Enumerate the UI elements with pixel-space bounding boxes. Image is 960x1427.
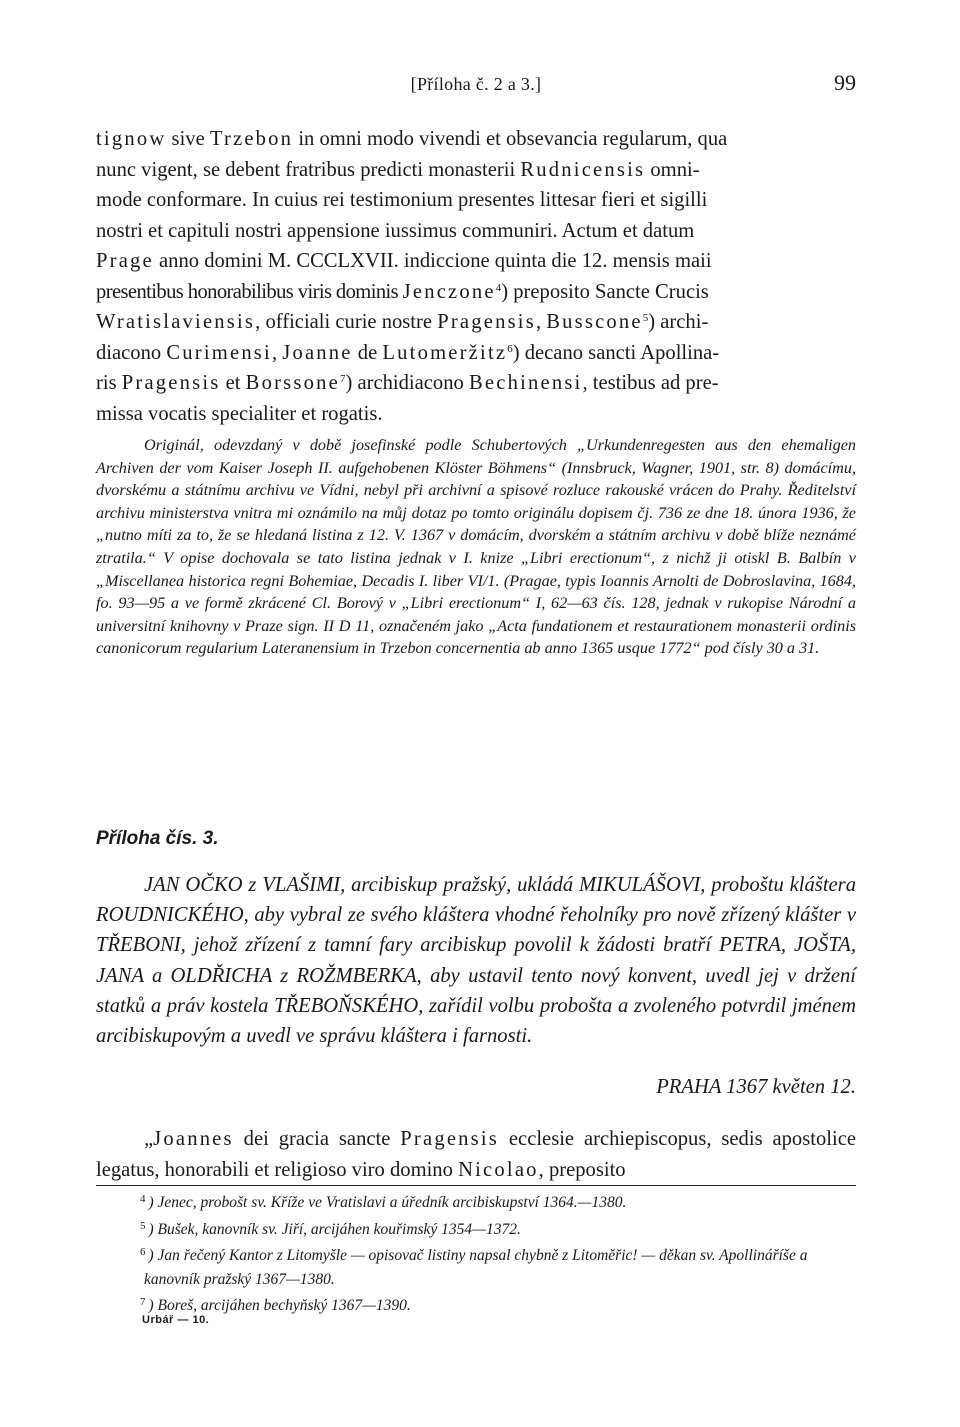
archival-note — [96, 434, 856, 660]
text-line: Wratislaviensis, officiali curie nostre Pragensis, Bussconе$^5$) archi- — [96, 311, 709, 333]
charter-text — [96, 124, 856, 429]
text-line: nunc vigent, se debent fratribus predicti monasterii Rudnicensis omni- — [96, 158, 700, 181]
footnote: $^4$ ) Jenec, probošt sv. Kříže ve Vratislavi a úředník arcibiskupství 1364.—1380. — [140, 1193, 627, 1211]
footnote: $^6$ ) Jan řečený Kantor z Litomyšle — opisovač listiny napsal chybně z Litoměřic! — děkan sv. Apollináříše a kanovník pražský 1367—1380. — [140, 1246, 808, 1288]
charter-opening-text: „Joannes dei gracia sancte Pragensis ecclesie archiepiscopus, sedis apostolice legatus, honorabili et religioso viro domino Nicolao, preposito — [96, 1128, 856, 1181]
regest-text: JAN OČKO z VLAŠIMI, arcibiskup pražský, ukládá MIKULÁŠOVI, proboštu kláštera ROUDNICKÉHO, aby vybral ze svého kláštera vhodné řeholníky pro nově zřízený klášter v TŘEBONI, jehož zřízení z tamní fary arcibiskup povolil k žádosti bratří PETRA, JOŠTA, JANA a OLDŘICHA z ROŽMBERKA, aby ustavil tento nový konvent, uvedl jej v držení statků a práv kostela TŘEBOŇSKÉHO, zařídil volbu probošta a zvoleného potvrdil jménem arcibiskupovým a uvedl ve správu kláštera i farnosti. — [96, 874, 856, 1048]
footnote-ref: 4 — [495, 281, 502, 294]
text-line: Prage anno domini M. CCCLXVII. indiccione quinta die 12. mensis maii — [96, 250, 712, 272]
running-title: [Příloha č. 2 a 3.] — [410, 74, 542, 94]
text-line: ris Pragensis et Borssone$^7$) archidiacono Bechinensi, testibus ad pre- — [96, 372, 719, 394]
text-line: mode conformare. In cuius rei testimonium presentes littesar fieri et sigilli — [96, 189, 708, 211]
text-line: tignow sive Trzebon in omni modo vivendi et obsevancia regularum, qua — [96, 128, 728, 150]
footnote: $^7$ ) Boreš, arcijáhen bechyňský 1367—1390. — [140, 1296, 411, 1314]
footnote-ref: 6 — [507, 342, 513, 355]
text-line: presentibus honorabilibus viris dominis Jenczone$^4$) preposito Sancte Crucis — [96, 280, 709, 303]
page-number: 99 — [834, 70, 856, 95]
archival-note-text: Originál, odevzdaný v době josefinské podle Schubertových „Urkundenregesten aus den ehemaligen Archiven der vom Kaiser Joseph II. aufgehobenen Klöster Böhmens“ (Innsbruck, Wagner, 1901, str. 8) domácímu, dvorskému a státnímu archivu ve Vídni, nebyl při archivní a spisové rozluce rakouské vrácen do Prahy. Ředitelství archivu ministerstva vnitra mi oznámilo na můj dotaz po tomto originálu dopisem čj. 736 ze dne 18. února 1936, že „nutno míti za to, že se hledaná listina z 12. V. 1367 v domácím, dvorském a státním archivu v době blíže neznámé ztratila.“ V opise dochovala se tato listina jednak v I. knize „Libri erectionum“, z nichž ji otiskl B. Balbín v „Miscellanea historica regni Bohemiae, Decadis I. liber VI/1. (Pragae, typis Ioannis Arnolti de Dobroslavina, 1684, fo. 93—95 a ve formě zkrácené Cl. Borový v „Libri erectionum“ I, 62—63 čís. 128, jednak v rukopise Národní a universitní knihovny v Praze sign. II D 11, označeném jako „Acta fundationem et restaurationem monasterii ordinis canonicorum regularium Lateranensium in Trzebon concernentia ab anno 1365 usque 1772“ pod čísly 30 a 31. — [96, 436, 856, 658]
footnote-ref: 5 — [642, 312, 649, 324]
footnote-divider — [96, 1185, 856, 1186]
text-line: missa vocatis specialiter et rogatis. — [96, 402, 383, 425]
printer-signature: Urbář — 10. — [142, 1314, 210, 1326]
footnote-ref: 7 — [339, 373, 346, 385]
regest — [96, 870, 856, 1051]
footnotes — [96, 1188, 856, 1318]
footnote: $^5$ ) Bušek, kanovník sv. Jiří, arcijáhen kouřimský 1354—1372. — [140, 1219, 521, 1238]
section-heading: Příloha čís. 3. — [96, 828, 219, 849]
text-line: diacono Curimensi, Joanne de Lutomeržitz$^6$) decano sancti Apollina- — [96, 341, 720, 364]
charter-opening — [96, 1124, 856, 1185]
page-header — [96, 68, 856, 102]
text-line: nostri et capituli nostri appensione iussimus communiri. Actum et datum — [96, 219, 695, 242]
dateline: PRAHA 1367 květen 12. — [656, 1076, 856, 1098]
